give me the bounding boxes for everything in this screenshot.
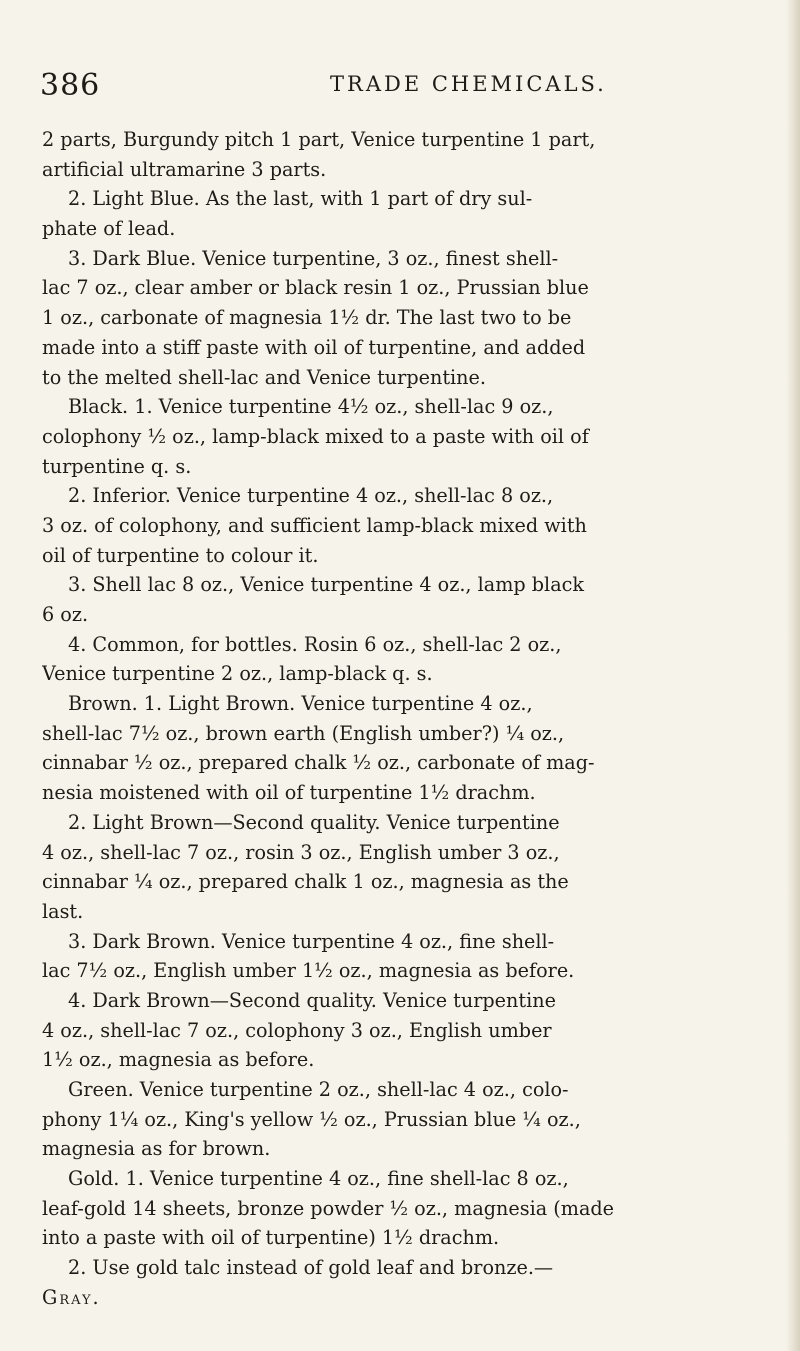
- page-number: 386: [40, 68, 101, 103]
- text-line: turpentine q. s.: [42, 454, 192, 478]
- text-line: 3. Dark Brown. Venice turpentine 4 oz., fine shell-: [68, 929, 555, 953]
- text-line: colophony ½ oz., lamp-black mixed to a paste with oil of: [42, 424, 589, 448]
- text-line: 4 oz., shell-lac 7 oz., colophony 3 oz., English umber: [42, 1018, 552, 1042]
- text-line: phate of lead.: [42, 217, 176, 241]
- page-header: [40, 68, 780, 108]
- text-line: lac 7½ oz., English umber 1½ oz., magnesia as before.: [42, 959, 575, 983]
- text-line: to the melted shell-lac and Venice turpentine.: [42, 365, 486, 389]
- text-line: 2. Light Blue. As the last, with 1 part of dry sul-: [68, 187, 533, 211]
- text-line: Venice turpentine 2 oz., lamp-black q. s.: [42, 662, 433, 686]
- text-line: 4 oz., shell-lac 7 oz., rosin 3 oz., English umber 3 oz.,: [42, 840, 560, 864]
- text-line: 2. Inferior. Venice turpentine 4 oz., shell-lac 8 oz.,: [68, 484, 554, 508]
- running-head: TRADE CHEMICALS.: [330, 72, 607, 96]
- text-line: Black. 1. Venice turpentine 4½ oz., shell-lac 9 oz.,: [68, 395, 554, 419]
- text-line: shell-lac 7½ oz., brown earth (English umber?) ¼ oz.,: [42, 721, 565, 745]
- text-line: artificial ultramarine 3 parts.: [42, 157, 327, 181]
- text-line: 2 parts, Burgundy pitch 1 part, Venice turpentine 1 part,: [42, 128, 596, 151]
- text-line: cinnabar ½ oz., prepared chalk ½ oz., carbonate of mag-: [42, 751, 595, 775]
- text-line: Brown. 1. Light Brown. Venice turpentine 4 oz.,: [68, 692, 533, 716]
- text-line: lac 7 oz., clear amber or black resin 1 oz., Prussian blue: [42, 276, 589, 300]
- text-line: Gold. 1. Venice turpentine 4 oz., fine shell-lac 8 oz.,: [68, 1167, 569, 1191]
- text-line: magnesia as for brown.: [42, 1137, 271, 1161]
- text-line: 3 oz. of colophony, and sufficient lamp-black mixed with: [42, 513, 587, 537]
- text-line: 2. Light Brown—Second quality. Venice turpentine: [68, 810, 560, 834]
- text-line: Green. Venice turpentine 2 oz., shell-lac 4 oz., colo-: [68, 1078, 569, 1101]
- text-line: into a paste with oil of turpentine) 1½ drachm.: [42, 1226, 500, 1250]
- text-line: leaf-gold 14 sheets, bronze powder ½ oz., magnesia (made: [42, 1196, 615, 1220]
- text-line: 6 oz.: [42, 603, 89, 626]
- author-signature: Gray.: [42, 1285, 101, 1309]
- page-edge-shadow: [786, 0, 800, 1351]
- text-line: 1½ oz., magnesia as before.: [42, 1048, 315, 1072]
- text-line: 4. Common, for bottles. Rosin 6 oz., shell-lac 2 oz.,: [68, 632, 562, 656]
- text-line: made into a stiff paste with oil of turpentine, and added: [42, 335, 586, 359]
- text-line: phony 1¼ oz., King's yellow ½ oz., Prussian blue ¼ oz.,: [42, 1107, 581, 1131]
- text-line: last.: [42, 899, 84, 923]
- body-text: [42, 125, 780, 1313]
- text-line: 1 oz., carbonate of magnesia 1½ dr. The last two to be: [42, 306, 572, 330]
- text-line: 2. Use gold talc instead of gold leaf and bronze.—: [68, 1256, 554, 1280]
- text-line: 3. Shell lac 8 oz., Venice turpentine 4 oz., lamp black: [68, 573, 585, 597]
- text-line: nesia moistened with oil of turpentine 1½ drachm.: [42, 781, 536, 805]
- text-line: cinnabar ¼ oz., prepared chalk 1 oz., magnesia as the: [42, 870, 569, 894]
- text-line: oil of turpentine to colour it.: [42, 543, 319, 567]
- text-line: 3. Dark Blue. Venice turpentine, 3 oz., finest shell-: [68, 246, 559, 270]
- text-line: 4. Dark Brown—Second quality. Venice turpentine: [68, 988, 556, 1012]
